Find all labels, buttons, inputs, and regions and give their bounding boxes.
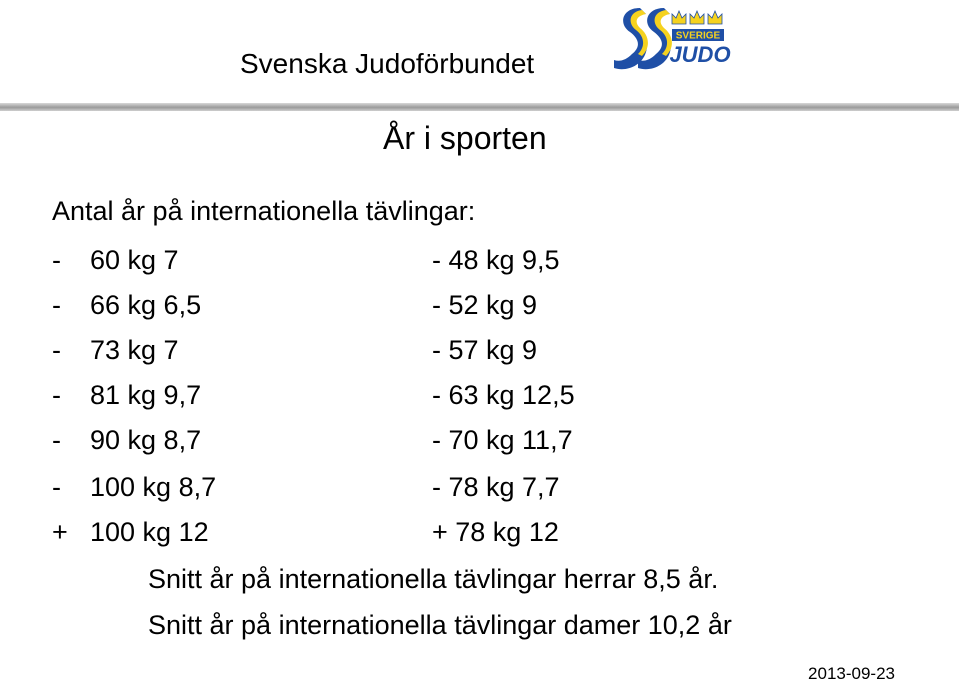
mens-weight-class: 100 kg 12: [90, 517, 209, 547]
row-sign: -: [52, 472, 61, 502]
weight-row: [0, 290, 959, 326]
average-men: Snitt år på internationella tävlingar herrar 8,5 år.: [148, 564, 719, 594]
mens-weight-class: 90 kg 8,7: [90, 425, 202, 455]
weight-row: [0, 380, 959, 416]
womens-weight-class: - 48 kg 9,5: [432, 245, 560, 275]
womens-weight-class: + 78 kg 12: [432, 517, 559, 547]
page-title: År i sporten: [383, 120, 547, 156]
mens-weight-class: 60 kg 7: [90, 245, 179, 275]
logo-text-top: SVERIGE: [675, 30, 721, 42]
logo-text-bottom: JUDO: [669, 42, 731, 67]
row-sign: -: [52, 425, 61, 455]
weight-row: [0, 335, 959, 371]
sverige-judo-logo: [612, 2, 732, 78]
row-sign: -: [52, 335, 61, 365]
womens-weight-class: - 52 kg 9: [432, 290, 538, 320]
weight-row: [0, 472, 959, 508]
womens-weight-class: - 57 kg 9: [432, 335, 538, 365]
weight-row: [0, 425, 959, 461]
row-sign: -: [52, 380, 61, 410]
mens-weight-class: 66 kg 6,5: [90, 290, 202, 320]
womens-weight-class: - 70 kg 11,7: [432, 425, 573, 455]
header-divider: [0, 103, 959, 111]
row-sign: +: [52, 517, 68, 547]
womens-weight-class: - 63 kg 12,5: [432, 380, 575, 410]
row-sign: -: [52, 290, 61, 320]
average-women: Snitt år på internationella tävlingar damer 10,2 år: [148, 610, 732, 640]
intro-text: Antal år på internationella tävlingar:: [52, 196, 476, 226]
weight-row: [0, 517, 959, 553]
mens-weight-class: 73 kg 7: [90, 335, 179, 365]
organization-name: Svenska Judoförbundet: [240, 48, 535, 79]
mens-weight-class: 81 kg 9,7: [90, 380, 202, 410]
footer-date: 2013-09-23: [808, 664, 895, 683]
womens-weight-class: - 78 kg 7,7: [432, 472, 560, 502]
row-sign: -: [52, 245, 61, 275]
weight-row: [0, 245, 959, 281]
mens-weight-class: 100 kg 8,7: [90, 472, 217, 502]
